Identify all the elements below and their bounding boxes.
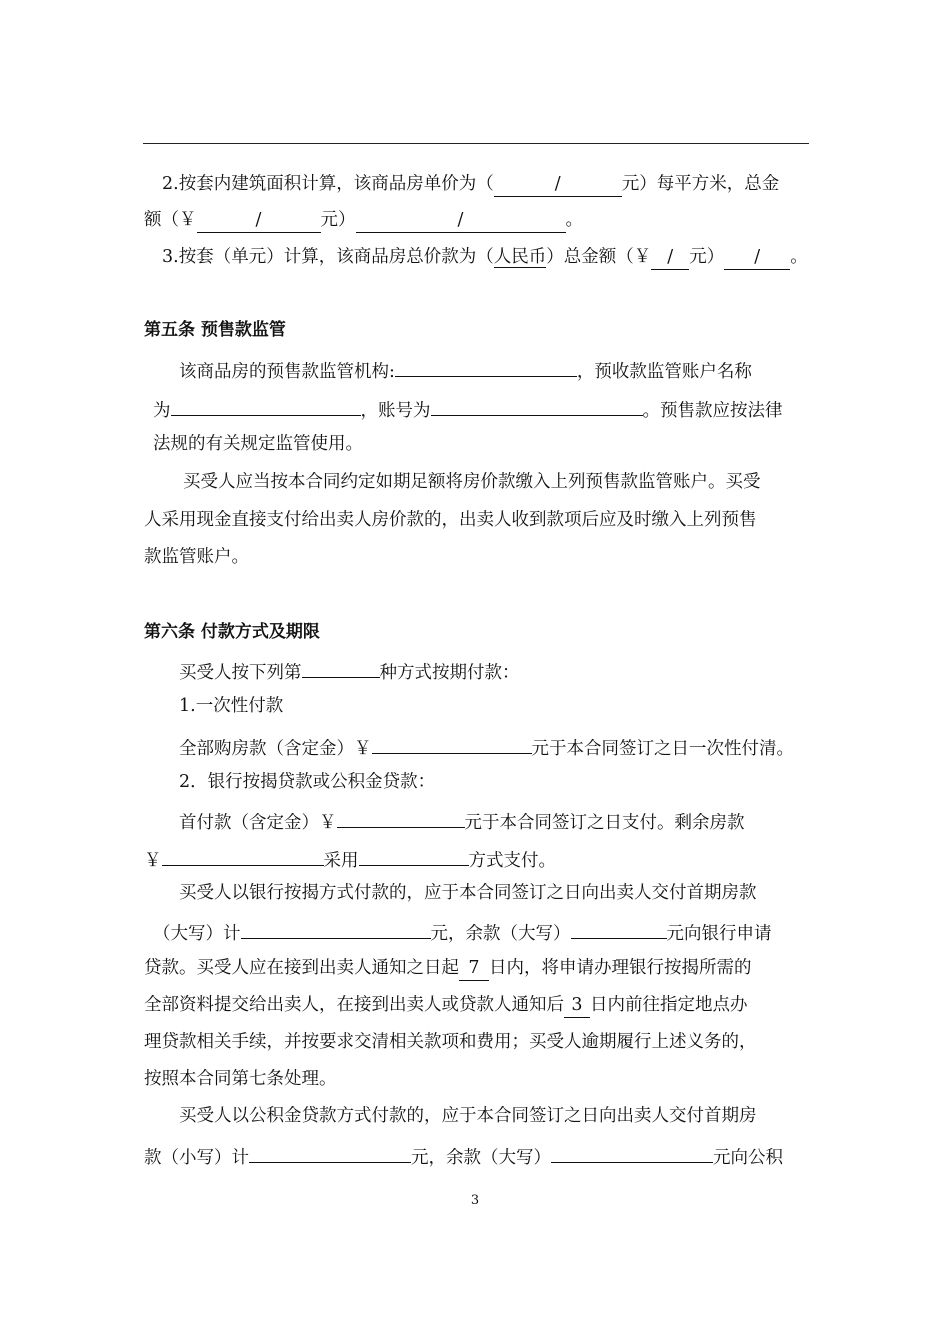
text: 为 [153,401,171,421]
header-rule [143,143,809,144]
full-payment-field [372,729,532,754]
article-5-title: 第五条 预售款监管 [144,320,286,340]
fund-balance-field [551,1138,713,1163]
text: 款（小写）计 [144,1148,249,1168]
line-bank-days [144,952,752,984]
supervisor-field [395,352,577,377]
text: （大写）计 [153,924,241,944]
paragraph-line: 人采用现金直接支付给出卖人房价款的，出卖人收到款项后应及时缴入上列预售 [144,510,757,530]
account-number-field [431,391,643,416]
text: ）总金额（￥ [546,247,652,267]
per-unit-amount-field: / [651,245,689,270]
text: 。预售款应按法律 [642,401,783,421]
line-full-payment [179,729,794,761]
text: 全部购房款（含定金）￥ [179,739,372,759]
line-payment-choice [179,653,520,685]
text: 元）每平方米，总金 [621,174,780,194]
text: 元向公积 [713,1148,783,1168]
account-name-field [171,391,361,416]
text: 采用 [323,851,359,871]
article-6-title: 第六条 付款方式及期限 [144,622,320,642]
paragraph-line: 1.一次性付款 [179,696,284,716]
fund-first-payment-field [249,1138,411,1163]
text: ，预收款监管账户名称 [576,362,752,382]
page-number: 3 [470,1193,480,1208]
text: 元） [689,247,725,267]
per-unit-words-field: / [724,245,790,270]
line-per-unit [162,241,808,273]
paragraph-line: 理贷款相关手续，并按要求交清相关款项和费用；买受人逾期履行上述义务的， [144,1032,757,1052]
line-remaining [144,841,556,873]
text: ￥ [144,851,162,871]
text: 该商品房的预售款监管机构: [179,362,395,382]
text: 贷款。买受人应在接到出卖人通知之日起 [144,958,459,978]
text: 3.按套（单元）计算，该商品房总价款为（ [162,247,494,267]
line-notice-days [144,989,748,1021]
text: 日内，将申请办理银行按揭所需的 [489,958,752,978]
bank-first-payment-field [241,914,431,939]
payment-method-field [302,653,380,678]
text: 种方式按期付款： [379,663,520,683]
paragraph-line: 买受人以公积金贷款方式付款的，应于本合同签订之日向出卖人交付首期房 [179,1106,757,1126]
text: 2.按套内建筑面积计算，该商品房单价为（ [162,174,494,194]
notice-days-field: 3 [564,993,590,1018]
line-account [153,391,783,423]
text: ，账号为 [360,401,431,421]
paragraph-line: 法规的有关规定监管使用。 [153,434,363,454]
currency-field: 人民币 [493,247,547,267]
text: 额（￥ [144,210,197,230]
text: 首付款（含定金）￥ [179,813,337,833]
text: 元） [320,210,356,230]
remaining-method-field [359,841,469,866]
text: 全部资料提交给出卖人，在接到出卖人或贷款人通知后 [144,995,564,1015]
text: 元于本合同签订之日一次性付清。 [531,739,794,759]
text: 买受人按下列第 [179,663,302,683]
paragraph-line: 按照本合同第七条处理。 [144,1069,337,1089]
text: 。 [790,247,808,267]
line-supervisor [179,352,752,384]
remaining-amount-field [162,841,324,866]
down-payment-field [337,803,465,828]
line-fund-amounts [144,1138,783,1170]
total-amount-field: / [197,208,321,233]
total-amount-words-field: / [356,208,566,233]
line-bank-amounts [153,914,772,946]
paragraph-line: 款监管账户。 [144,547,249,567]
unit-price-field: / [494,172,622,197]
line-unit-price [162,168,779,200]
text: 元，余款（大写） [430,924,571,944]
days-field: 7 [459,956,489,981]
text: 元于本合同签订之日支付。剩余房款 [464,813,745,833]
paragraph-line: 买受人应当按本合同约定如期足额将房价款缴入上列预售款监管账户。买受 [183,472,761,492]
line-down-payment [179,803,745,835]
text: 方式支付。 [468,851,556,871]
text: 。 [565,210,583,230]
paragraph-line: 2．银行按揭贷款或公积金贷款： [179,772,436,792]
text: 日内前往指定地点办 [590,995,748,1015]
text: 元向银行申请 [666,924,772,944]
line-total-amount [144,204,583,236]
text: 元，余款（大写） [411,1148,551,1168]
bank-balance-field [571,914,667,939]
paragraph-line: 买受人以银行按揭方式付款的，应于本合同签订之日向出卖人交付首期房款 [179,883,757,903]
